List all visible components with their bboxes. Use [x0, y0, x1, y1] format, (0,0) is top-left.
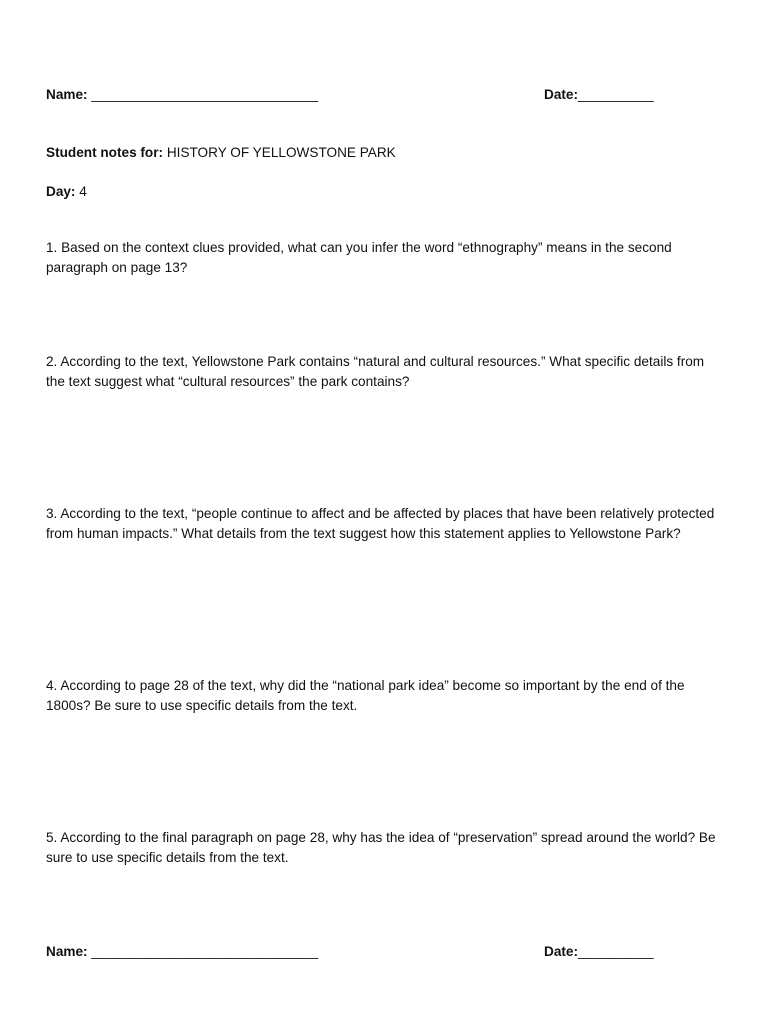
- student-notes-label: Student notes for:: [46, 145, 164, 160]
- footer-name-label: Name:: [46, 944, 88, 959]
- footer-date: [544, 942, 654, 962]
- student-notes-line: [46, 143, 726, 163]
- footer-date-label: Date:: [544, 944, 578, 959]
- day-value: 4: [79, 184, 87, 199]
- date-label: Date:: [544, 87, 578, 102]
- day-line: [46, 182, 726, 202]
- footer-name-blank[interactable]: ______________________________: [91, 944, 319, 959]
- question-2: 2. According to the text, Yellowstone Park contains “natural and cultural resources.” What specific details from the text suggest what “cultural resources” the park contains?: [46, 354, 705, 389]
- date-blank[interactable]: __________: [578, 87, 654, 102]
- question-3: 3. According to the text, “people continue to affect and be affected by places that have been relatively protected from human impacts.” What details from the text suggest how this statement applies to Yellowstone Park?: [46, 506, 715, 541]
- name-label: Name:: [46, 87, 88, 102]
- question-5: 5. According to the final paragraph on page 28, why has the idea of “preservation” spread around the world? Be sure to use specific details from the text.: [46, 830, 716, 865]
- student-notes-value: HISTORY OF YELLOWSTONE PARK: [166, 145, 396, 160]
- day-label: Day:: [46, 184, 76, 199]
- header-date: [544, 85, 654, 105]
- footer-date-blank[interactable]: __________: [578, 944, 654, 959]
- question-4: 4. According to page 28 of the text, why did the “national park idea” become so important by the end of the 1800s? Be sure to use specific details from the text.: [46, 678, 685, 713]
- question-1: 1. Based on the context clues provided, what can you infer the word “ethnography” means in the second paragraph on page 13?: [46, 240, 672, 275]
- name-blank[interactable]: ______________________________: [91, 87, 319, 102]
